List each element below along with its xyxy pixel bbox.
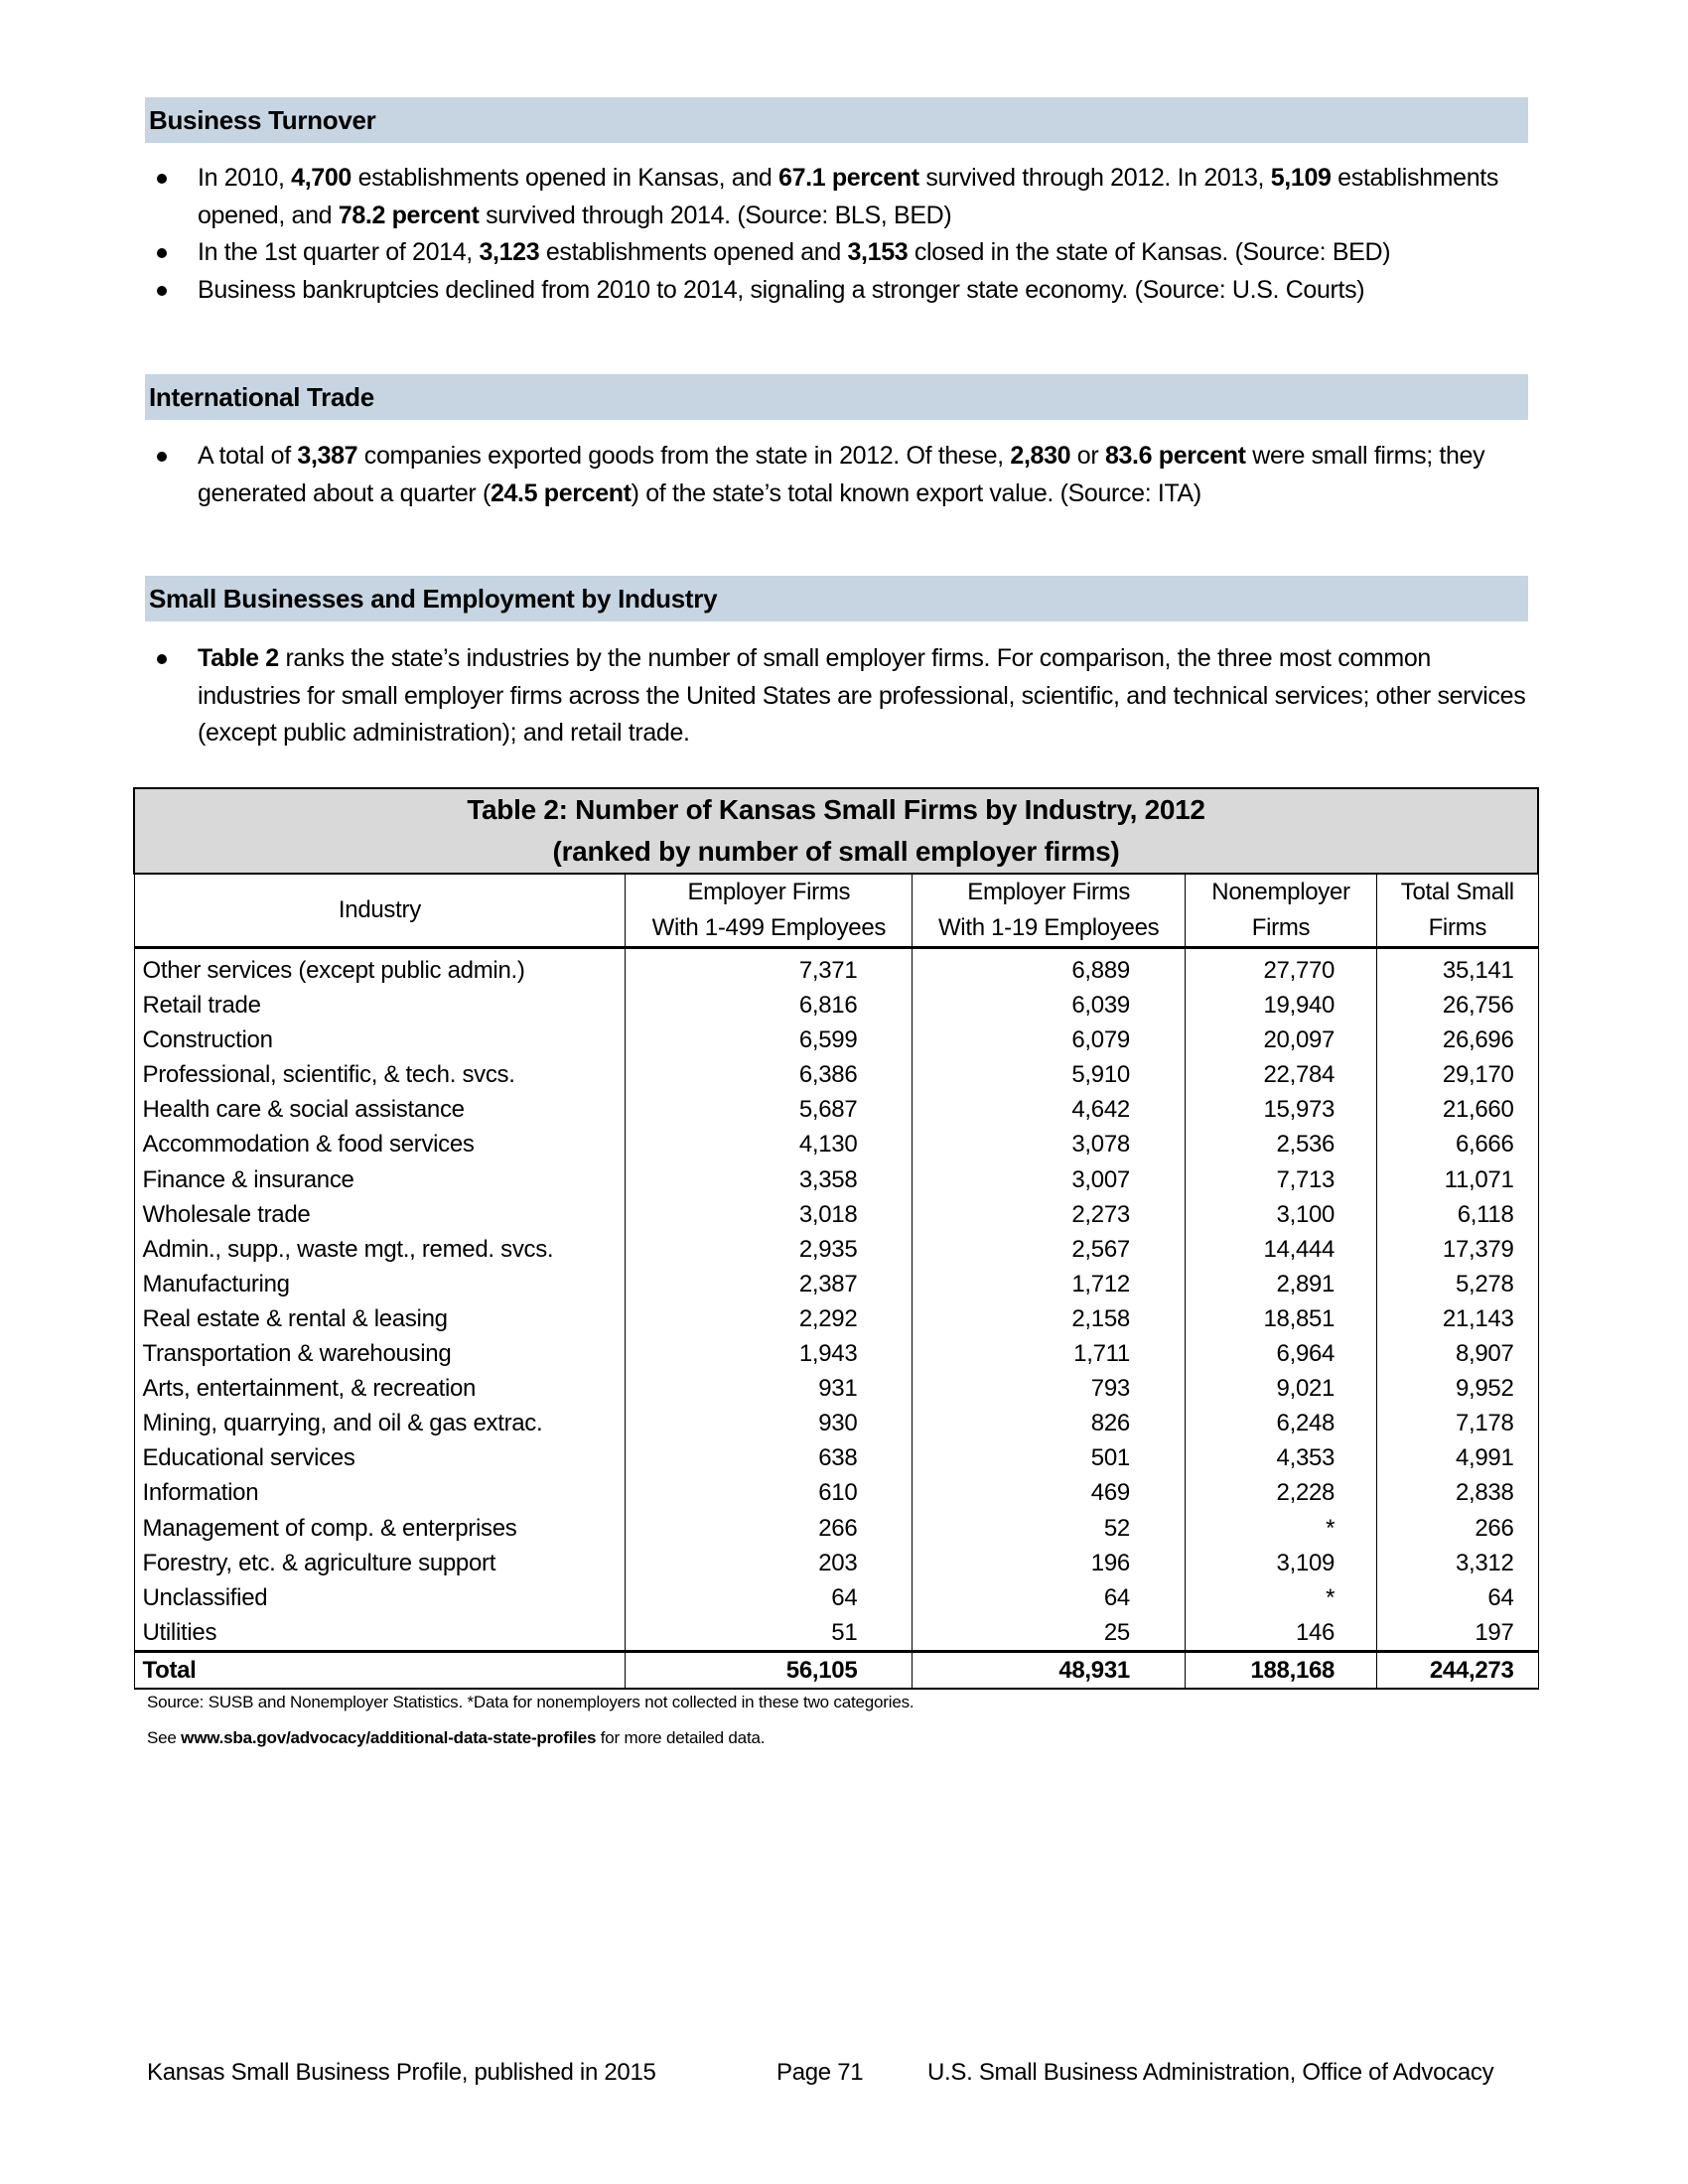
- bullet-text: In 2010,: [198, 164, 292, 192]
- bullet-item: [145, 640, 1535, 752]
- employer-1-499-cell: 5,687: [626, 1092, 913, 1127]
- employer-1-19-cell: 4,642: [913, 1092, 1186, 1127]
- total-small-cell: 8,907: [1377, 1336, 1538, 1371]
- employer-1-19-cell: 64: [913, 1580, 1186, 1615]
- total-small-cell: 29,170: [1377, 1057, 1538, 1092]
- nonemployer-cell: 2,536: [1185, 1127, 1376, 1161]
- total-employer-1-499: 56,105: [626, 1651, 913, 1689]
- bullet-list-small-business-industry: [145, 640, 1535, 752]
- section-title: Business Turnover: [149, 105, 376, 135]
- employer-1-499-cell: 2,935: [626, 1232, 913, 1267]
- industry-cell: Professional, scientific, & tech. svcs.: [134, 1057, 626, 1092]
- employer-1-499-cell: 3,358: [626, 1162, 913, 1197]
- nonemployer-cell: 3,100: [1185, 1197, 1376, 1232]
- table-row: [134, 1546, 1538, 1580]
- nonemployer-cell: 15,973: [1185, 1092, 1376, 1127]
- industry-cell: Forestry, etc. & agriculture support: [134, 1546, 626, 1580]
- table-body: [134, 948, 1538, 1652]
- nonemployer-cell: 19,940: [1185, 988, 1376, 1023]
- table-row: [134, 1615, 1538, 1652]
- section-title: Small Businesses and Employment by Industry: [149, 584, 718, 614]
- employer-1-19-cell: 1,712: [913, 1267, 1186, 1301]
- industry-cell: Management of comp. & enterprises: [134, 1511, 626, 1546]
- bullet-emphasis: 3,123: [479, 238, 540, 266]
- table-row: [134, 948, 1538, 989]
- total-small-cell: 197: [1377, 1615, 1538, 1652]
- total-small-cell: 2,838: [1377, 1475, 1538, 1510]
- bullet-dot-icon: [157, 654, 167, 664]
- employer-1-19-cell: 6,039: [913, 988, 1186, 1023]
- bullet-emphasis: 2,830: [1010, 442, 1071, 470]
- industry-cell: Information: [134, 1475, 626, 1510]
- industry-cell: Manufacturing: [134, 1267, 626, 1301]
- section-header-international-trade: [145, 374, 1528, 420]
- bullet-text: establishments opened and: [539, 238, 848, 266]
- employer-1-499-cell: 4,130: [626, 1127, 913, 1161]
- bullet-text: closed in the state of Kansas. (Source: BED): [908, 238, 1391, 266]
- employer-1-19-cell: 3,078: [913, 1127, 1186, 1161]
- table-row: [134, 988, 1538, 1023]
- column-header-industry: [134, 874, 626, 948]
- nonemployer-cell: 6,248: [1185, 1406, 1376, 1440]
- total-small-cell: 3,312: [1377, 1546, 1538, 1580]
- header-label: Firms: [1251, 914, 1311, 941]
- table-title-line-2: (ranked by number of small employer firms): [552, 836, 1120, 867]
- bullet-list-international-trade: [145, 438, 1535, 512]
- total-small-cell: 64: [1377, 1580, 1538, 1615]
- employer-1-19-cell: 196: [913, 1546, 1186, 1580]
- header-label: Industry: [338, 896, 421, 923]
- total-label: Total: [134, 1651, 626, 1689]
- employer-1-19-cell: 2,273: [913, 1197, 1186, 1232]
- nonemployer-cell: *: [1185, 1511, 1376, 1546]
- bullet-list-business-turnover: [145, 160, 1535, 309]
- table-row: [134, 1475, 1538, 1510]
- employer-1-499-cell: 638: [626, 1440, 913, 1475]
- bullet-text: survived through 2014. (Source: BLS, BED): [479, 201, 952, 229]
- nonemployer-cell: 4,353: [1185, 1440, 1376, 1475]
- employer-1-499-cell: 203: [626, 1546, 913, 1580]
- employer-1-19-cell: 5,910: [913, 1057, 1186, 1092]
- nonemployer-cell: 6,964: [1185, 1336, 1376, 1371]
- section-header-small-business-industry: [145, 576, 1528, 621]
- table-row: [134, 1232, 1538, 1267]
- bullet-item: [145, 438, 1535, 512]
- industry-cell: Admin., supp., waste mgt., remed. svcs.: [134, 1232, 626, 1267]
- industry-cell: Educational services: [134, 1440, 626, 1475]
- employer-1-19-cell: 1,711: [913, 1336, 1186, 1371]
- total-small-cell: 4,991: [1377, 1440, 1538, 1475]
- header-label: Total Small: [1400, 879, 1514, 905]
- employer-1-19-cell: 469: [913, 1475, 1186, 1510]
- bullet-emphasis: 83.6 percent: [1104, 442, 1246, 470]
- bullet-text: In the 1st quarter of 2014,: [198, 238, 480, 266]
- bullet-emphasis: 78.2 percent: [338, 201, 480, 229]
- nonemployer-cell: 14,444: [1185, 1232, 1376, 1267]
- total-small-cell: 6,666: [1377, 1127, 1538, 1161]
- employer-1-499-cell: 610: [626, 1475, 913, 1510]
- bullet-text: ) of the state’s total known export value. (Source: ITA): [631, 478, 1201, 507]
- industry-cell: Unclassified: [134, 1580, 626, 1615]
- table-row: [134, 1197, 1538, 1232]
- employer-1-19-cell: 501: [913, 1440, 1186, 1475]
- bullet-emphasis: 24.5 percent: [490, 478, 632, 507]
- bullet-emphasis: 67.1 percent: [778, 164, 919, 192]
- bullet-emphasis: Table 2: [198, 644, 279, 672]
- bullet-item: [145, 272, 1535, 310]
- employer-1-499-cell: 2,387: [626, 1267, 913, 1301]
- nonemployer-cell: 27,770: [1185, 948, 1376, 989]
- table-row: [134, 1267, 1538, 1301]
- employer-1-499-cell: 6,386: [626, 1057, 913, 1092]
- table-title: [134, 788, 1538, 874]
- nonemployer-cell: 20,097: [1185, 1023, 1376, 1057]
- bullet-text: establishments opened, and: [198, 164, 1498, 229]
- industry-cell: Finance & insurance: [134, 1162, 626, 1197]
- bullet-text: Business bankruptcies declined from 2010 to 2014, signaling a stronger state economy. (Source: U.S. Courts): [198, 275, 1365, 304]
- table-row: [134, 1406, 1538, 1440]
- table-row: [134, 1336, 1538, 1371]
- total-small-cell: 26,756: [1377, 988, 1538, 1023]
- nonemployer-cell: 2,891: [1185, 1267, 1376, 1301]
- employer-1-499-cell: 930: [626, 1406, 913, 1440]
- state-profiles-link[interactable]: www.sba.gov/advocacy/additional-data-state-profiles: [181, 1728, 597, 1747]
- total-small-cell: 26,696: [1377, 1023, 1538, 1057]
- employer-1-19-cell: 826: [913, 1406, 1186, 1440]
- footer-page-number: Page 71: [776, 2059, 864, 2086]
- column-header-employer-1-499: [626, 874, 913, 948]
- bullet-text: companies exported goods from the state in 2012. Of these,: [357, 442, 1011, 470]
- header-label: Employer Firms: [967, 879, 1131, 905]
- nonemployer-cell: 22,784: [1185, 1057, 1376, 1092]
- bullet-text: establishments opened in Kansas, and: [351, 164, 779, 192]
- table-row: [134, 1301, 1538, 1336]
- bullet-emphasis: 4,700: [291, 164, 352, 192]
- see-suffix: for more detailed data.: [596, 1728, 766, 1747]
- nonemployer-cell: 146: [1185, 1615, 1376, 1652]
- employer-1-19-cell: 3,007: [913, 1162, 1186, 1197]
- total-small-cell: 35,141: [1377, 948, 1538, 989]
- bullet-item: [145, 234, 1535, 272]
- table-row: [134, 1162, 1538, 1197]
- industry-cell: Utilities: [134, 1615, 626, 1652]
- industry-cell: Construction: [134, 1023, 626, 1057]
- bullet-dot-icon: [157, 286, 167, 296]
- employer-1-499-cell: 3,018: [626, 1197, 913, 1232]
- table-row: [134, 1057, 1538, 1092]
- employer-1-499-cell: 6,599: [626, 1023, 913, 1057]
- column-header-total-small: [1377, 874, 1538, 948]
- total-small-cell: 6,118: [1377, 1197, 1538, 1232]
- section-header-business-turnover: [145, 97, 1528, 143]
- table-title-line-1: Table 2: Number of Kansas Small Firms by Industry, 2012: [467, 794, 1205, 825]
- employer-1-19-cell: 52: [913, 1511, 1186, 1546]
- employer-1-19-cell: 2,158: [913, 1301, 1186, 1336]
- employer-1-499-cell: 6,816: [626, 988, 913, 1023]
- header-label: With 1-19 Employees: [937, 914, 1160, 941]
- employer-1-499-cell: 64: [626, 1580, 913, 1615]
- table-total-row: [134, 1651, 1538, 1689]
- table-row: [134, 1580, 1538, 1615]
- bullet-dot-icon: [157, 248, 167, 258]
- employer-1-499-cell: 7,371: [626, 948, 913, 989]
- total-small-cell: 11,071: [1377, 1162, 1538, 1197]
- bullet-item: [145, 160, 1535, 234]
- employer-1-19-cell: 25: [913, 1615, 1186, 1652]
- nonemployer-cell: 18,851: [1185, 1301, 1376, 1336]
- nonemployer-cell: 3,109: [1185, 1546, 1376, 1580]
- section-title: International Trade: [149, 382, 374, 412]
- bullet-emphasis: 5,109: [1270, 164, 1332, 192]
- industry-firms-table: [133, 787, 1539, 1690]
- employer-1-499-cell: 266: [626, 1511, 913, 1546]
- industry-cell: Health care & social assistance: [134, 1092, 626, 1127]
- header-label: Employer Firms: [687, 879, 851, 905]
- bullet-text: were small firms; they generated about a quarter (: [198, 442, 1485, 507]
- industry-cell: Arts, entertainment, & recreation: [134, 1371, 626, 1406]
- header-label: Nonemployer: [1211, 879, 1350, 905]
- bullet-dot-icon: [157, 174, 167, 184]
- see-more-note: [147, 1728, 765, 1748]
- nonemployer-cell: 9,021: [1185, 1371, 1376, 1406]
- column-header-employer-1-19: [913, 874, 1186, 948]
- employer-1-19-cell: 2,567: [913, 1232, 1186, 1267]
- nonemployer-cell: 7,713: [1185, 1162, 1376, 1197]
- footer-publication: Kansas Small Business Profile, published in 2015: [147, 2059, 656, 2086]
- bullet-text: A total of: [198, 442, 298, 470]
- total-employer-1-19: 48,931: [913, 1651, 1186, 1689]
- industry-cell: Other services (except public admin.): [134, 948, 626, 989]
- employer-1-499-cell: 931: [626, 1371, 913, 1406]
- total-small-cell: 266: [1377, 1511, 1538, 1546]
- table-row: [134, 1440, 1538, 1475]
- table-source-note: Source: SUSB and Nonemployer Statistics. *Data for nonemployers not collected in these two categories.: [147, 1693, 914, 1711]
- table-row: [134, 1371, 1538, 1406]
- see-prefix: See: [147, 1728, 182, 1747]
- employer-1-19-cell: 6,889: [913, 948, 1186, 989]
- column-header-nonemployer: [1185, 874, 1376, 948]
- table-row: [134, 1092, 1538, 1127]
- header-label: Firms: [1428, 914, 1487, 941]
- total-small-cell: 17,379: [1377, 1232, 1538, 1267]
- table-row: [134, 1023, 1538, 1057]
- total-small-cell: 9,952: [1377, 1371, 1538, 1406]
- header-label: With 1-499 Employees: [651, 914, 887, 941]
- total-small-cell: 21,660: [1377, 1092, 1538, 1127]
- bullet-text: survived through 2012. In 2013,: [918, 164, 1271, 192]
- bullet-text: or: [1070, 442, 1105, 470]
- footer-organization: U.S. Small Business Administration, Office of Advocacy: [927, 2059, 1494, 2086]
- total-small-firms: 244,273: [1377, 1651, 1538, 1689]
- employer-1-19-cell: 793: [913, 1371, 1186, 1406]
- employer-1-19-cell: 6,079: [913, 1023, 1186, 1057]
- industry-cell: Mining, quarrying, and oil & gas extrac.: [134, 1406, 626, 1440]
- bullet-emphasis: 3,387: [297, 442, 358, 470]
- total-small-cell: 7,178: [1377, 1406, 1538, 1440]
- nonemployer-cell: 2,228: [1185, 1475, 1376, 1510]
- table-row: [134, 1127, 1538, 1161]
- bullet-emphasis: 3,153: [847, 238, 909, 266]
- total-nonemployer: 188,168: [1185, 1651, 1376, 1689]
- bullet-text: ranks the state’s industries by the number of small employer firms. For comparison, the three most common industries for small employer firms across the United States are professional, scientific, and technical services; other services (except public administration); and retail trade.: [198, 644, 1526, 747]
- total-small-cell: 5,278: [1377, 1267, 1538, 1301]
- employer-1-499-cell: 1,943: [626, 1336, 913, 1371]
- industry-cell: Accommodation & food services: [134, 1127, 626, 1161]
- bullet-dot-icon: [157, 452, 167, 462]
- industry-cell: Wholesale trade: [134, 1197, 626, 1232]
- total-small-cell: 21,143: [1377, 1301, 1538, 1336]
- industry-cell: Real estate & rental & leasing: [134, 1301, 626, 1336]
- industry-cell: Retail trade: [134, 988, 626, 1023]
- nonemployer-cell: *: [1185, 1580, 1376, 1615]
- employer-1-499-cell: 51: [626, 1615, 913, 1652]
- employer-1-499-cell: 2,292: [626, 1301, 913, 1336]
- table-row: [134, 1511, 1538, 1546]
- industry-cell: Transportation & warehousing: [134, 1336, 626, 1371]
- table-header-row: [134, 874, 1538, 948]
